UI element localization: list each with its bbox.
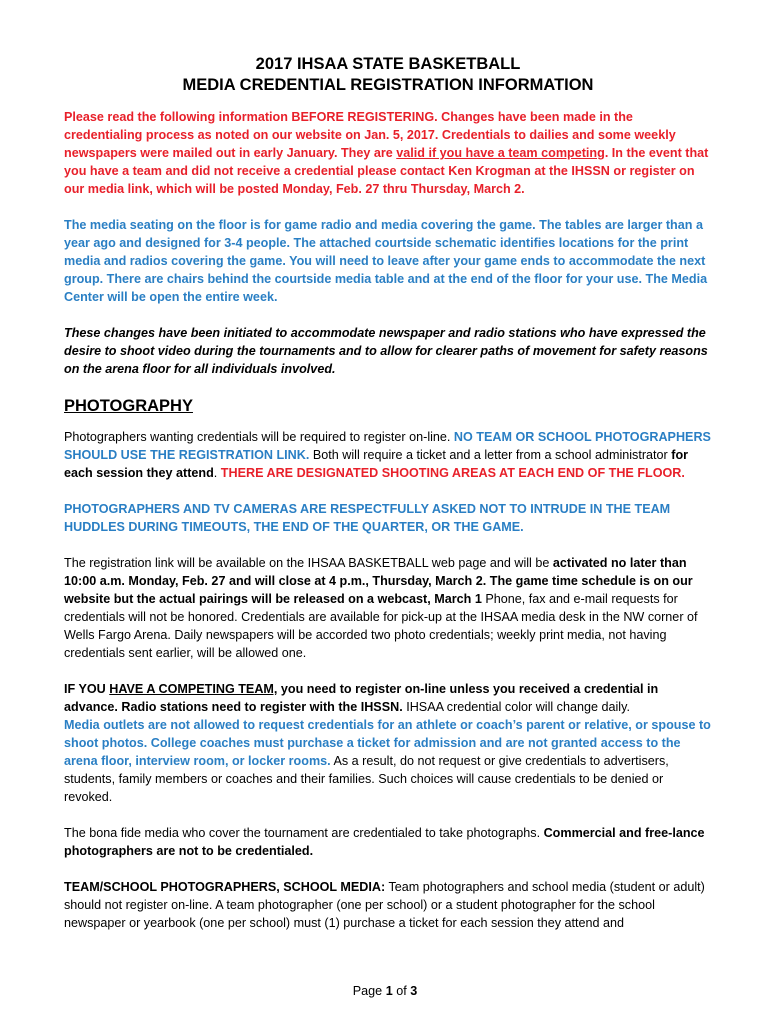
p5-text-a: The bona fide media who cover the tournament are credentialed to take photographs. <box>64 826 544 840</box>
p3-text-c: Phone, fax and e-mail requests for credentials will not be honored. Credentials are available for pick-up at the IHSAA media desk in the NW corner of Wells Fargo Arena. Daily newspapers will be accorded two photo credentials; weekly print media, not having credentials sent earlier, will be allowed one. <box>64 592 698 660</box>
changes-paragraph: These changes have been initiated to accommodate newspaper and radio stations who have expressed the desire to shoot video during the tournaments and to allow for clearer paths of movement for safety reasons on the arena floor for all individuals involved. <box>64 326 708 376</box>
p1-text-c: Both will require a ticket and a letter from a school administrator <box>309 448 672 462</box>
seating-paragraph: The media seating on the floor is for game radio and media covering the game. The tables are larger than a year ago and designed for 3-4 people. The attached courtside schematic identifies locations for the print media and radios covering the game. You will need to leave after your game ends to accommodate the next group. There are chairs behind the courtside media table and at the end of the floor for your use. The Media Center will be open the entire week. <box>64 218 708 304</box>
p3-text-a: The registration link will be available on the IHSAA BASKETBALL web page and will be <box>64 556 553 570</box>
p4-text-e: Media outlets are not allowed to request credentials for an athlete or coach’s parent or relative, or spouse to shoot photos. College coaches must purchase a ticket for admission and are not granted access to the arena floor, interview room, or locker rooms. <box>64 718 711 768</box>
footer-page-word: Page <box>352 984 386 998</box>
intro-underlined-text: valid if you have a team competing <box>396 146 605 160</box>
p4-text-a: IF YOU <box>64 682 110 696</box>
footer-page-number: 1 <box>385 984 393 998</box>
p1-text-f: THERE ARE DESIGNATED SHOOTING AREAS AT EACH END OF THE FLOOR. <box>220 466 685 480</box>
document-page <box>64 54 712 950</box>
photography-paragraph-6 <box>64 878 712 932</box>
p4-text-d: IHSAA credential color will change daily. <box>402 700 630 714</box>
p1-text-a: Photographers wanting credentials will be required to register on-line. <box>64 430 454 444</box>
p3-text-b: activated no later than 10:00 a.m. Monday, Feb. 27 and will close at 4 p.m., Thursday, March 2. The game time schedule is on our website but the actual pairings will be released on a webcast, March 1 <box>64 556 693 606</box>
p6-text-a: TEAM/SCHOOL PHOTOGRAPHERS, SCHOOL MEDIA: <box>64 880 386 894</box>
footer-page-total: 3 <box>410 984 418 998</box>
p4-text-c: you need to register on-line unless you received a credential in advance. Radio stations need to register with the IHSSN. <box>64 682 659 714</box>
page-footer <box>0 982 770 1000</box>
photography-paragraph-5 <box>64 824 712 860</box>
title-line-1: 2017 IHSAA STATE BASKETBALL <box>255 55 521 73</box>
intro-text-1: Please read the following information BEFORE REGISTERING. Changes have been made in the credentialing process as noted on our website on Jan. 5, 2017. Credentials to dailies and some weekly newspapers were mailed out in early January. They are <box>64 110 676 160</box>
p4-text-f: As a result, do not request or give credentials to advertisers, students, family members or coaches and their families. Such choices will cause credentials to be denied or revoked. <box>64 754 669 804</box>
photography-paragraph-3 <box>64 554 712 662</box>
p1-text-d: for each session they attend <box>64 448 689 480</box>
p1-text-b: NO TEAM OR SCHOOL PHOTOGRAPHERS SHOULD USE THE REGISTRATION LINK. <box>64 430 711 462</box>
intro-paragraph <box>64 108 712 198</box>
p6-text-b: Team photographers and school media (student or adult) should not register on-line. A team photographer (one per school) or a student photographer for the school newspaper or yearbook (one per school) must (1) purchase a ticket for each session they attend and <box>64 880 705 930</box>
footer-of-word: of <box>392 984 411 998</box>
p4-text-b: HAVE A COMPETING TEAM, <box>109 682 278 696</box>
photography-paragraph-1 <box>64 428 712 482</box>
page-title <box>64 54 712 96</box>
photography-paragraph-2: PHOTOGRAPHERS AND TV CAMERAS ARE RESPECTFULLY ASKED NOT TO INTRUDE IN THE TEAM HUDDLES DURING TIMEOUTS, THE END OF THE QUARTER, OR THE GAME. <box>64 502 671 534</box>
photography-heading: PHOTOGRAPHY <box>64 397 193 415</box>
title-line-2: MEDIA CREDENTIAL REGISTRATION INFORMATION <box>182 76 594 94</box>
intro-text-2: . In the event that you have a team and did not receive a credential please contact Ken Krogman at the IHSSN or register on our media link, which will be posted Monday, Feb. 27 thru Thursday, March 2. <box>64 146 709 196</box>
p5-text-b: Commercial and free-lance photographers are not to be credentialed. <box>64 826 705 858</box>
p1-text-e: . <box>213 466 221 480</box>
photography-paragraph-4 <box>64 680 712 806</box>
